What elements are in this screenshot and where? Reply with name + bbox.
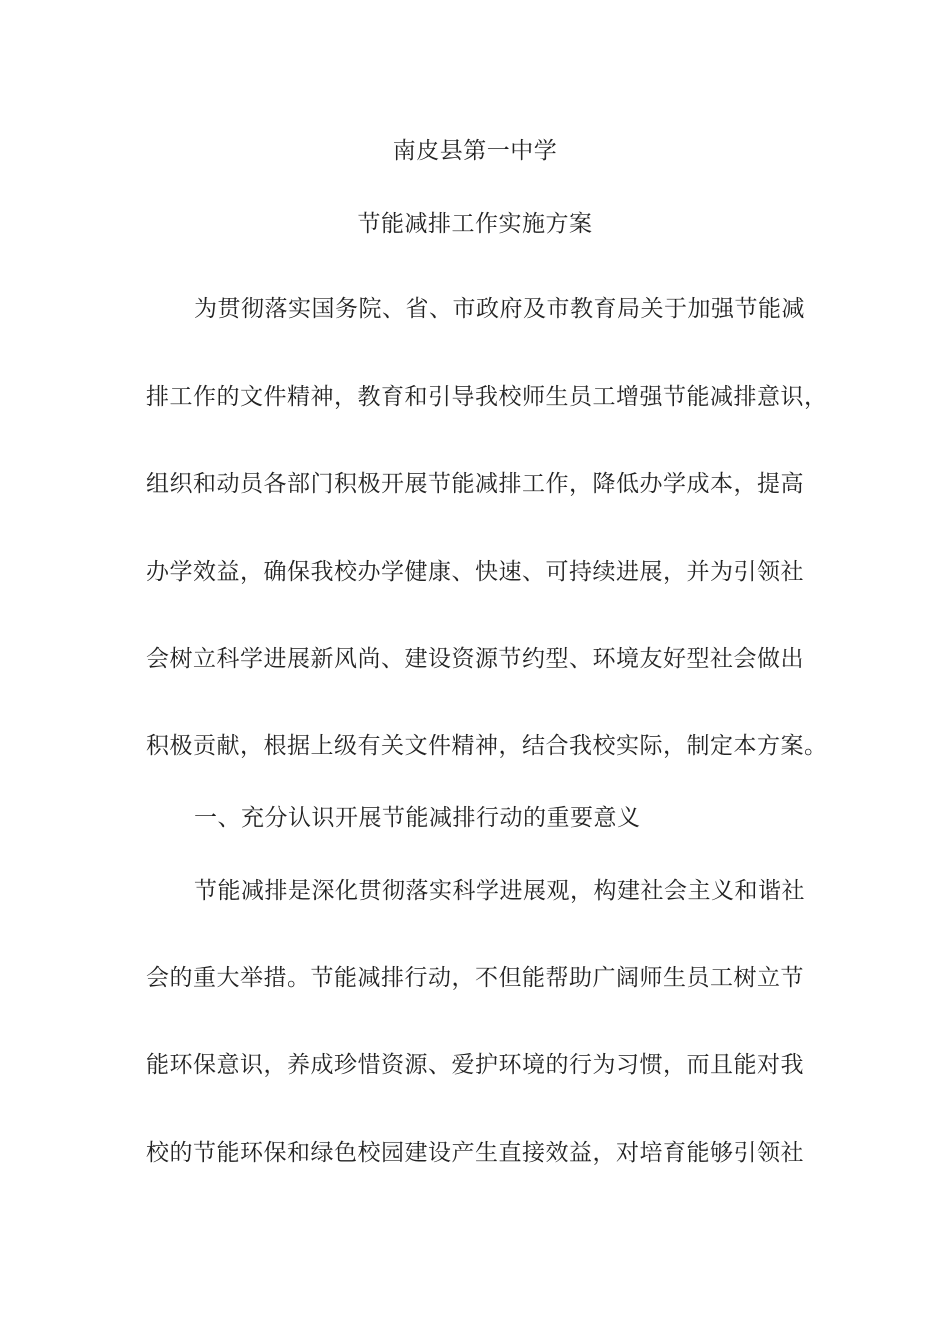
paragraph-1-line-5: 会树立科学进展新风尚、建设资源节约型、环境友好型社会做出: [146, 646, 804, 672]
paragraph-1-line-4: 办学效益，确保我校办学健康、快速、可持续进展，并为引领社: [146, 559, 804, 585]
paragraph-2-line-3: 能环保意识，养成珍惜资源、爱护环境的行为习惯，而且能对我: [146, 1052, 804, 1078]
paragraph-2-line-4: 校的节能环保和绿色校园建设产生直接效益，对培育能够引领社: [146, 1140, 804, 1166]
paragraph-1-line-3: 组织和动员各部门积极开展节能减排工作，降低办学成本，提高: [146, 471, 804, 497]
paragraph-2-line-1: 节能减排是深化贯彻落实科学进展观，构建社会主义和谐社: [194, 878, 805, 904]
paragraph-1-line-1: 为贯彻落实国务院、省、市政府及市教育局关于加强节能减: [194, 296, 805, 322]
paragraph-1-line-2: 排工作的文件精神，教育和引导我校师生员工增强节能减排意识，: [146, 384, 828, 410]
document-title-school: 南皮县第一中学: [392, 138, 558, 164]
paragraph-1-line-6: 积极贡献，根据上级有关文件精神，结合我校实际，制定本方案。: [146, 733, 828, 759]
section-1-heading: 一、充分认识开展节能减排行动的重要意义: [194, 805, 641, 831]
document-title-plan: 节能减排工作实施方案: [357, 211, 593, 237]
paragraph-2-line-2: 会的重大举措。节能减排行动，不但能帮助广阔师生员工树立节: [146, 965, 804, 991]
